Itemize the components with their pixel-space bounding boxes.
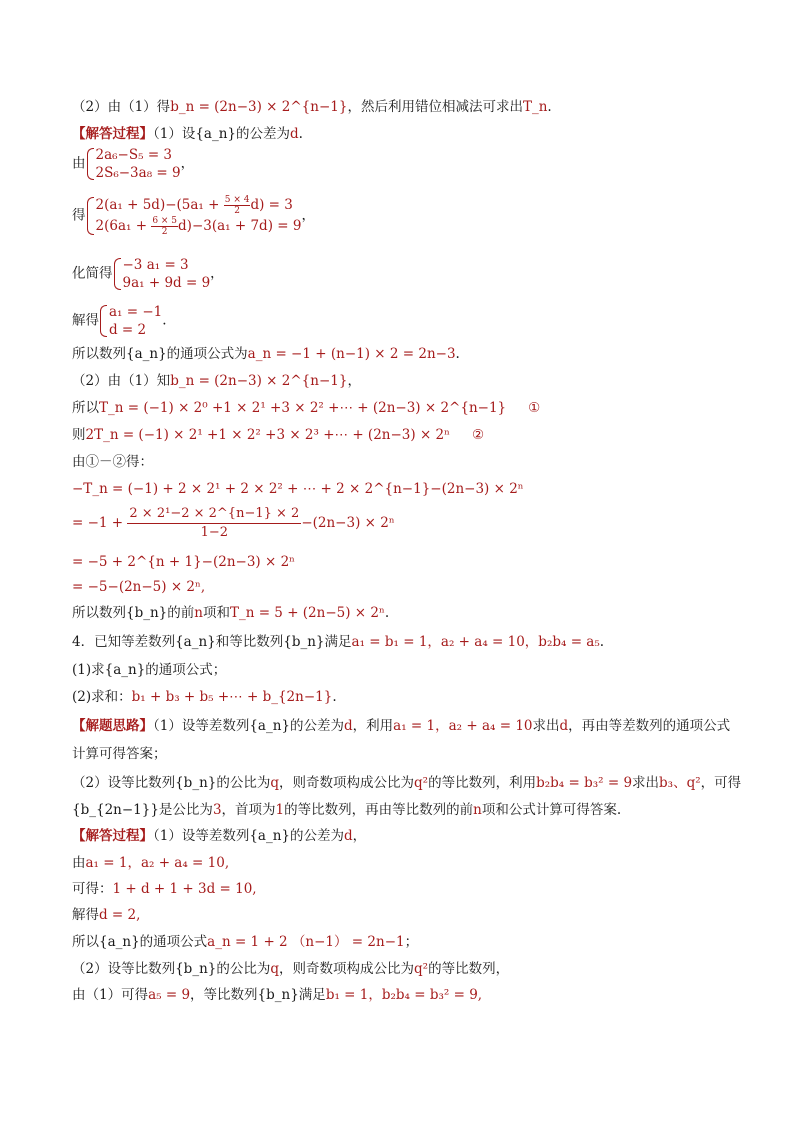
- line-solution-heading-2: 【解答过程】（1）设等差数列{a_n}的公差为d，: [72, 828, 367, 844]
- line-simplify-2: = −5−(2n−5) × 2ⁿ,: [72, 579, 206, 595]
- line-step2-hint: （2）由（1）得b_n = (2n−3) × 2^{n−1}，然后利用错位相减法可求出T_n.: [72, 99, 552, 115]
- line-geometric-sum: = −1 + $\frac{\text{2 × 2¹−2 × 2\textasciicircum{}\{n−1\} × 2}}{1-2}$ −(2n−3) × 2ⁿ: [72, 506, 395, 540]
- line-bn-formula: （2）由（1）知b_n = (2n−3) × 2^{n−1}，: [72, 373, 361, 389]
- line-tn-result: 所以数列{b_n}的前n项和T_n = 5 + (2n−5) × 2ⁿ.: [72, 605, 390, 621]
- line-approach-1-cont: 计算可得答案；: [72, 746, 167, 762]
- line-an-result: 所以{a_n}的通项公式a_n = 1 + 2 （n−1） = 2n−1；: [72, 934, 419, 950]
- line-approach-2-cont: {b_{2n−1}}是公比为3，首项为1的等比数列，再由等比数列的前n项和公式计算可得答案.: [72, 802, 622, 818]
- line-system-simplified: 化简得 −3 a₁ = 3 9a₁ + 9d = 9 ，: [72, 257, 224, 291]
- line-problem-4: 4．已知等差数列{a_n}和等比数列{b_n}满足a₁ = b₁ = 1，a₂ + a₄ = 10，b₂b₄ = a₅.: [72, 634, 605, 650]
- line-problem-4-part2: (2)求和：b₁ + b₃ + b₅ +⋯ + b_{2n−1}.: [72, 689, 337, 705]
- line-system-expanded: 得 2(a₁ + 5d)−(5a₁ + $\frac{5 \times 4}{2}$ d) = 3 2(6a₁ + $\frac{6 \times 5}{2}$ d)−3(a₁ + 7d) = 9 ，: [72, 195, 315, 237]
- line-given-values: 由a₁ = 1，a₂ + a₄ = 10,: [72, 855, 230, 871]
- line-tn-sum: 所以T_n = (−1) × 2⁰ +1 × 2¹ +3 × 2² +⋯ + (2n−3) × 2^{n−1} ①: [72, 400, 541, 416]
- line-part2-given: 由（1）可得a₅ = 9，等比数列{b_n}满足b₁ = 1，b₂b₄ = b₃² = 9,: [72, 987, 483, 1003]
- line-part2-setup: （2）设等比数列{b_n}的公比为q，则奇数项构成公比为q²的等比数列，: [72, 961, 510, 977]
- line-minus-tn: −T_n = (−1) + 2 × 2¹ + 2 × 2² + ⋯ + 2 × 2^{n−1}−(2n−3) × 2ⁿ: [72, 481, 524, 497]
- line-simplify-1: = −5 + 2^{n + 1}−(2n−3) × 2ⁿ: [72, 554, 296, 570]
- line-approach-2: （2）设等比数列{b_n}的公比为q，则奇数项构成公比为q²的等比数列，利用b₂b₄ = b₃² = 9求出b₃、q²，可得: [72, 775, 742, 791]
- line-d-solved: 解得d = 2,: [72, 907, 141, 923]
- line-an-formula: 所以数列{a_n}的通项公式为a_n = −1 + (n−1) × 2 = 2n−3.: [72, 346, 460, 362]
- line-subtract: 由①－②得：: [72, 454, 153, 470]
- line-system-solved: 解得 a₁ = −1 d = 2 .: [72, 304, 167, 338]
- line-solution-heading-1: 【解答过程】（1）设{a_n}的公差为d.: [72, 126, 303, 142]
- line-problem-4-part1: (1)求{a_n}的通项公式；: [72, 662, 227, 678]
- line-approach-1: 【解题思路】（1）设等差数列{a_n}的公差为d，利用a₁ = 1，a₂ + a₄ = 10求出d，再由等差数列的通项公式: [72, 718, 731, 734]
- line-system-given: 由 2a₆−S₅ = 3 2S₆−3a₈ = 9 ，: [72, 147, 195, 181]
- line-equation: 可得：1 + d + 1 + 3d = 10,: [72, 881, 257, 897]
- line-2tn-sum: 则2T_n = (−1) × 2¹ +1 × 2² +3 × 2³ +⋯ + (2n−3) × 2ⁿ ②: [72, 427, 485, 443]
